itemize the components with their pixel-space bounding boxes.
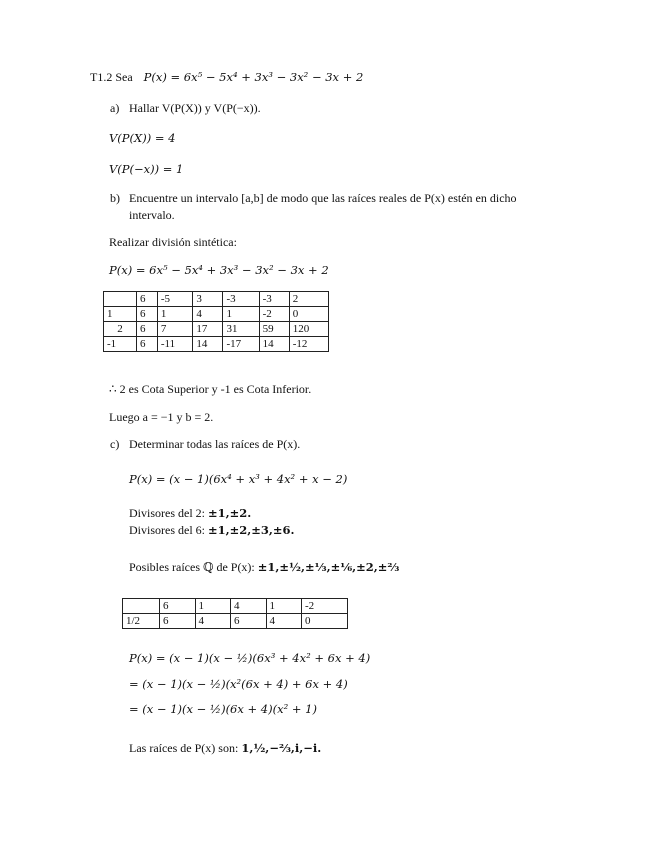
table-cell: 4 [266, 614, 302, 629]
table-cell: 4 [231, 599, 267, 614]
table-row [104, 292, 329, 307]
table-row [104, 337, 329, 352]
table-cell: 17 [193, 322, 223, 337]
table-cell: 14 [193, 337, 223, 352]
part-a-result-1: V(P(X)) = 4 [109, 131, 176, 145]
table-cell: 6 [160, 614, 196, 629]
part-b-statement-line2: intervalo. [129, 208, 175, 222]
table-cell: 0 [302, 614, 348, 629]
divisors-of-6-values: ±1,±2,±3,±6. [208, 523, 295, 537]
divisors-of-2-label: Divisores del 2: [129, 506, 208, 520]
table-cell [104, 292, 137, 307]
polynomial-restated: P(x) = 6x⁵ − 5x⁴ + 3x³ − 3x² − 3x + 2 [109, 263, 329, 277]
table-row [123, 614, 348, 629]
possible-roots-label: Posibles raíces ℚ de P(x): [129, 560, 258, 574]
part-a-result-2: V(P(−x)) = 1 [109, 162, 184, 176]
table-cell: 120 [289, 322, 328, 337]
table-cell: -2 [259, 307, 289, 322]
table-cell: 59 [259, 322, 289, 337]
part-b-marker: b) [110, 191, 120, 205]
table-cell: -11 [157, 337, 193, 352]
synthetic-division-table-1 [103, 291, 329, 352]
final-roots-values: 1,½,−⅔,i,−i. [241, 741, 322, 755]
part-c-marker: c) [110, 437, 120, 451]
table-cell: -17 [223, 337, 259, 352]
bounds-conclusion: ∴ 2 es Cota Superior y -1 es Cota Inferior. [109, 382, 312, 396]
problem-header [90, 70, 363, 85]
table-cell: -12 [289, 337, 328, 352]
table-row [104, 307, 329, 322]
factorization-step-2: = (x − 1)(x − ½)(x²(6x + 4) + 6x + 4) [129, 677, 348, 691]
part-c-statement: Determinar todas las raíces de P(x). [129, 437, 301, 451]
divisors-of-2 [129, 506, 251, 521]
part-a-statement: Hallar V(P(X)) y V(P(−x)). [129, 101, 261, 115]
table-cell: 1 [157, 307, 193, 322]
table-cell: -2 [302, 599, 348, 614]
table-cell: 6 [137, 307, 158, 322]
factorization-step-1: P(x) = (x − 1)(x − ½)(6x³ + 4x² + 6x + 4) [129, 651, 371, 665]
polynomial-definition: P(x) = 6x⁵ − 5x⁴ + 3x³ − 3x² − 3x + 2 [143, 70, 364, 84]
table-cell: 4 [193, 307, 223, 322]
factored-polynomial: P(x) = (x − 1)(6x⁴ + x³ + 4x² + x − 2) [129, 472, 348, 486]
table-cell: 2 [104, 322, 137, 337]
table-cell: -5 [157, 292, 193, 307]
table-cell: -3 [223, 292, 259, 307]
table-cell: 6 [160, 599, 196, 614]
table-cell: 3 [193, 292, 223, 307]
table-cell: 6 [137, 337, 158, 352]
part-b-statement-line1: Encuentre un intervalo [a,b] de modo que las raíces reales de P(x) estén en dicho [129, 191, 517, 205]
table-cell [123, 599, 160, 614]
synthetic-division-title: Realizar división sintética: [109, 235, 237, 249]
possible-roots-values: ±1,±½,±⅓,±⅙,±2,±⅔ [257, 560, 400, 574]
factorization-step-3: = (x − 1)(x − ½)(6x + 4)(x² + 1) [129, 702, 317, 716]
part-a-marker: a) [110, 101, 120, 115]
final-roots [129, 741, 321, 756]
table-cell: 1 [195, 599, 231, 614]
divisors-of-6-label: Divisores del 6: [129, 523, 208, 537]
table-cell: -1 [104, 337, 137, 352]
table-cell: 1/2 [123, 614, 160, 629]
table-cell: 0 [289, 307, 328, 322]
table-cell: 31 [223, 322, 259, 337]
table-cell: 1 [223, 307, 259, 322]
interval-result: Luego a = −1 y b = 2. [109, 410, 214, 424]
table-cell: 4 [195, 614, 231, 629]
final-roots-label: Las raíces de P(x) son: [129, 741, 242, 755]
possible-roots [129, 560, 399, 575]
table-cell: 6 [231, 614, 267, 629]
table-cell: 2 [289, 292, 328, 307]
table-cell: -3 [259, 292, 289, 307]
divisors-of-2-values: ±1,±2. [208, 506, 252, 520]
table-cell: 14 [259, 337, 289, 352]
table-row [123, 599, 348, 614]
table-row [104, 322, 329, 337]
table-cell: 6 [137, 322, 158, 337]
problem-label: T1.2 Sea [90, 70, 133, 84]
divisors-of-6 [129, 523, 295, 538]
table-cell: 6 [137, 292, 158, 307]
synthetic-division-table-2 [122, 598, 348, 629]
table-cell: 1 [104, 307, 137, 322]
table-cell: 1 [266, 599, 302, 614]
table-cell: 7 [157, 322, 193, 337]
